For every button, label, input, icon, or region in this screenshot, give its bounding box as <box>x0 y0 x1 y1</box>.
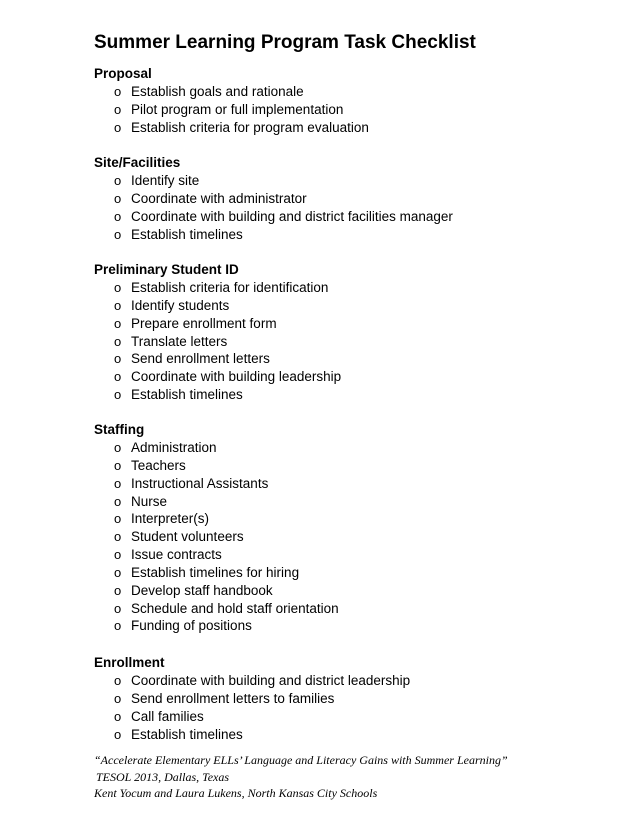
checklist-item-label: Coordinate with building and district leadership <box>131 673 411 688</box>
checklist-item-label: Call families <box>131 708 204 724</box>
footer-authors: Kent Yocum and Laura Lukens, North Kansas City Schools <box>94 786 378 800</box>
hollow-bullet-icon: o <box>114 440 122 455</box>
checklist-item-label: Identify students <box>131 297 230 313</box>
checklist-item-label: Coordinate with building leadership <box>131 369 342 385</box>
footer-conference: TESOL 2013, Dallas, Texas <box>96 769 230 784</box>
hollow-bullet-icon: o <box>114 600 122 616</box>
checklist-item-label: Schedule and hold staff orientation <box>131 600 339 616</box>
checklist-item <box>94 333 239 351</box>
checklist-item-label: Send enrollment letters <box>131 351 270 367</box>
checklist-section <box>94 654 411 743</box>
checklist-item <box>94 690 335 708</box>
checklist-item <box>94 493 168 511</box>
checklist-item-label: Identify site <box>131 173 200 188</box>
task-list <box>94 172 453 243</box>
checklist-item-label: Establish timelines <box>131 726 243 742</box>
checklist-item <box>94 726 243 744</box>
checklist-section <box>94 421 339 635</box>
hollow-bullet-icon: o <box>114 457 122 473</box>
checklist-section <box>94 65 369 137</box>
checklist-item <box>94 386 243 404</box>
hollow-bullet-icon: o <box>114 690 122 706</box>
hollow-bullet-icon: o <box>114 226 122 242</box>
checklist-item <box>94 119 369 137</box>
hollow-bullet-icon: o <box>114 618 122 634</box>
checklist-item-label: Teachers <box>131 457 186 473</box>
hollow-bullet-icon: o <box>114 173 122 188</box>
section-heading: Proposal <box>94 66 152 81</box>
footer-citation <box>94 752 508 802</box>
hollow-bullet-icon: o <box>114 101 122 117</box>
hollow-bullet-icon: o <box>114 564 122 580</box>
checklist-item <box>94 368 342 386</box>
checklist-item <box>94 528 244 546</box>
checklist-item-label: Instructional Assistants <box>131 475 269 491</box>
checklist-item <box>94 208 453 226</box>
task-list <box>94 279 342 404</box>
checklist-item <box>94 510 210 528</box>
hollow-bullet-icon: o <box>114 280 122 295</box>
checklist-item-label: Translate letters <box>131 333 228 349</box>
hollow-bullet-icon: o <box>114 529 122 545</box>
hollow-bullet-icon: o <box>114 333 122 349</box>
checklist-item-label: Issue contracts <box>131 547 222 563</box>
hollow-bullet-icon: o <box>114 547 122 563</box>
hollow-bullet-icon: o <box>114 84 122 99</box>
checklist-item <box>94 546 222 564</box>
hollow-bullet-icon: o <box>114 208 122 224</box>
hollow-bullet-icon: o <box>114 369 122 385</box>
checklist-item <box>94 582 273 600</box>
checklist-item <box>94 297 239 315</box>
hollow-bullet-icon: o <box>114 351 122 367</box>
checklist-section <box>94 154 453 243</box>
checklist-item-label: Nurse <box>131 493 168 509</box>
checklist-item <box>94 350 270 368</box>
checklist-item <box>94 600 339 618</box>
checklist-item-label: Funding of positions <box>131 618 252 634</box>
checklist-item-label: Establish criteria for identification <box>131 280 329 295</box>
checklist-item <box>94 617 252 635</box>
footer-presentation-title: “Accelerate Elementary ELLs’ Language and Literacy Gains with Summer Learning” <box>94 753 508 767</box>
hollow-bullet-icon: o <box>114 475 122 491</box>
checklist-item-label: Coordinate with administrator <box>131 190 307 206</box>
hollow-bullet-icon: o <box>114 297 122 313</box>
hollow-bullet-icon: o <box>114 582 122 598</box>
page-title: Summer Learning Program Task Checklist <box>94 32 476 53</box>
checklist-item-label: Establish criteria for program evaluation <box>131 119 369 135</box>
checklist-item <box>94 83 304 101</box>
checklist-item-label: Pilot program or full implementation <box>131 101 344 117</box>
hollow-bullet-icon: o <box>114 726 122 742</box>
checklist-item <box>94 475 269 493</box>
checklist-item-label: Coordinate with building and district facilities manager <box>131 208 453 224</box>
hollow-bullet-icon: o <box>114 119 122 135</box>
checklist-item <box>94 315 277 333</box>
checklist-item-label: Establish goals and rationale <box>131 84 304 99</box>
section-heading: Preliminary Student ID <box>94 262 239 277</box>
checklist-item <box>94 457 186 475</box>
section-heading: Staffing <box>94 422 145 437</box>
checklist-item <box>94 564 300 582</box>
checklist-item <box>94 226 243 244</box>
checklist-item-label: Send enrollment letters to families <box>131 690 335 706</box>
checklist-item <box>94 439 217 457</box>
checklist-item <box>94 279 329 297</box>
checklist-item <box>94 672 411 690</box>
checklist-item <box>94 101 344 119</box>
hollow-bullet-icon: o <box>114 190 122 206</box>
task-list <box>94 672 411 743</box>
checklist-item <box>94 190 307 208</box>
section-heading: Enrollment <box>94 655 165 670</box>
checklist-section <box>94 261 342 404</box>
task-list <box>94 83 369 137</box>
checklist-item-label: Student volunteers <box>131 529 244 545</box>
hollow-bullet-icon: o <box>114 673 122 688</box>
hollow-bullet-icon: o <box>114 493 122 509</box>
checklist-item-label: Establish timelines <box>131 226 243 242</box>
checklist-item <box>94 172 200 190</box>
checklist-item-label: Establish timelines <box>131 387 243 403</box>
task-list <box>94 439 339 635</box>
hollow-bullet-icon: o <box>114 708 122 724</box>
hollow-bullet-icon: o <box>114 315 122 331</box>
checklist-item-label: Develop staff handbook <box>131 582 273 598</box>
hollow-bullet-icon: o <box>114 387 122 403</box>
checklist-item-label: Administration <box>131 440 217 455</box>
checklist-item-label: Prepare enrollment form <box>131 315 277 331</box>
checklist-item <box>94 708 204 726</box>
hollow-bullet-icon: o <box>114 511 122 527</box>
checklist-item-label: Establish timelines for hiring <box>131 564 300 580</box>
section-heading: Site/Facilities <box>94 155 181 170</box>
checklist-item-label: Interpreter(s) <box>131 511 210 527</box>
